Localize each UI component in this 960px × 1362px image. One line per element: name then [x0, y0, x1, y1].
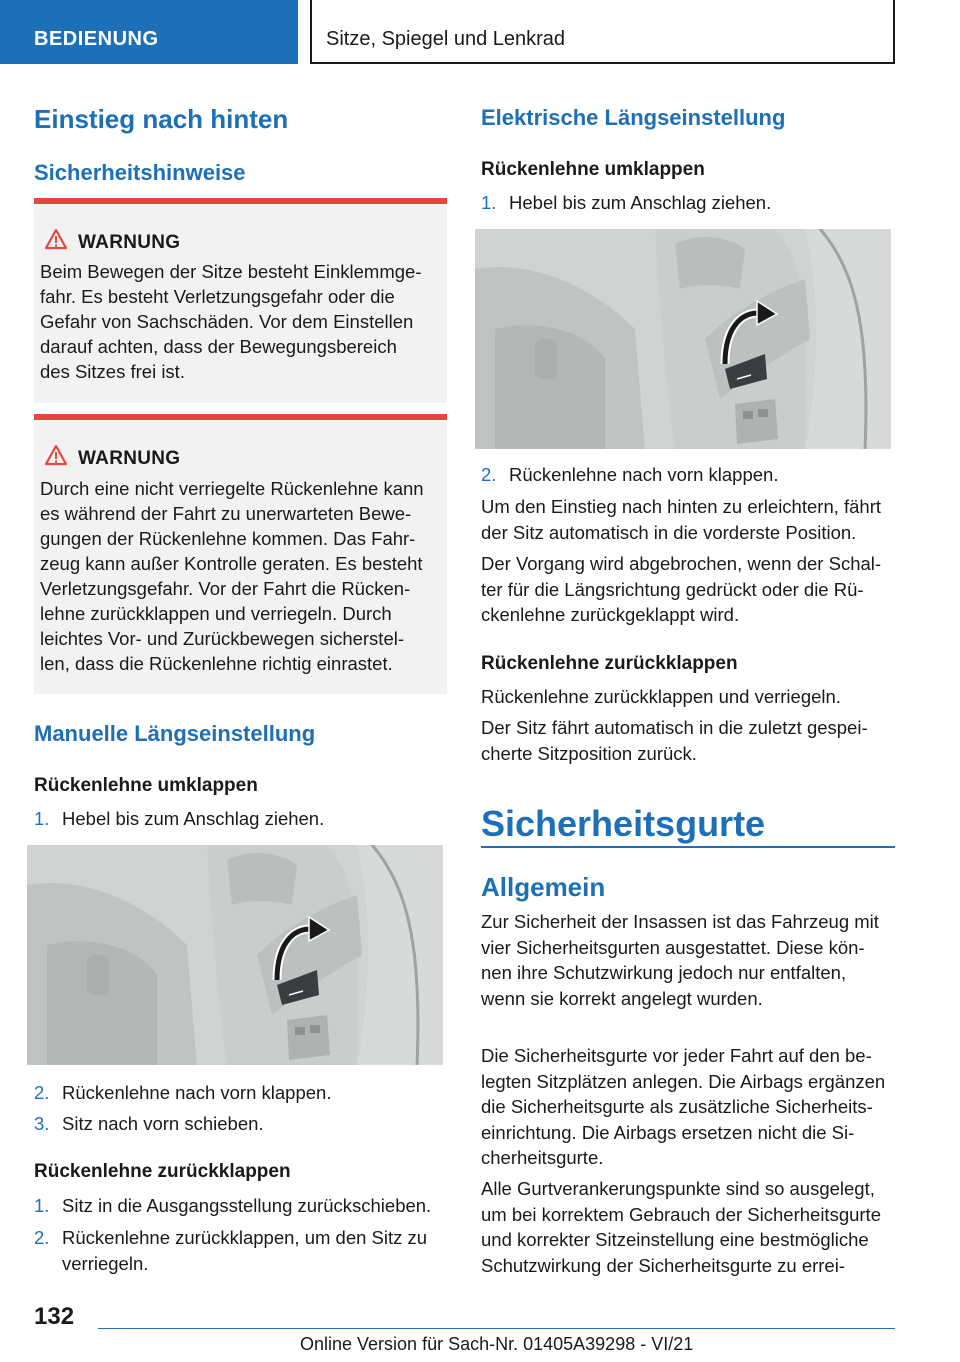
list-item: 1. Hebel bis zum Anschlag ziehen.	[481, 192, 772, 213]
heading-belts: Sicherheitsgurte	[481, 803, 766, 844]
paragraph: Um den Einstieg nach hinten zu erleichtern, fährt der Sitz automatisch in die vorderste Position.	[481, 496, 882, 543]
warning-title: WARNUNG	[78, 448, 181, 469]
list-item: 2. Rückenlehne nach vorn klappen.	[481, 464, 779, 485]
list-item: 3. Sitz nach vorn schieben.	[34, 1113, 264, 1134]
paragraph: Zur Sicherheit der Insassen ist das Fahrzeug mit vier Sicherheitsgurten ausgestattet. Diese kön- nen ihre Schutzwirkung jedoch nur entfalten, wenn sie korrekt angelegt wurden.	[481, 911, 879, 1009]
heading-general: Allgemein	[481, 872, 606, 902]
warning-triangle-icon	[44, 228, 68, 250]
warning-text: Durch eine nicht verriegelte Rückenlehne kann es während der Fahrt zu unerwarteten Bewe- gungen der Rückenlehne kommen. Das Fahr- zeug kann außer Kontrolle geraten. Es besteht Verletzungsgefahr. Vor der Fahrt die Rücken- lehne zurückklappen und verriegeln. Durch leichtes Vor- und Zurückbewegen sicherstel- len, dass die Rückenlehne richtig einrastet.	[40, 478, 424, 674]
subheading-fold: Rückenlehne umklappen	[34, 775, 258, 796]
subheading-back: Rückenlehne zurückklappen	[34, 1161, 291, 1182]
heading-electric: Elektrische Längseinstellung	[481, 105, 786, 130]
paragraph: Der Sitz fährt automatisch in die zuletzt gespei- cherte Sitzposition zurück.	[481, 717, 868, 764]
section-label: BEDIENUNG	[34, 28, 159, 50]
seat-illustration-svg	[27, 845, 443, 1065]
heading-manual: Manuelle Längseinstellung	[34, 721, 316, 746]
seat-lever-illustration	[475, 229, 891, 449]
list-item: 2. Rückenlehne zurückklappen, um den Sitz zu verriegeln.	[34, 1227, 428, 1274]
warning-box-2	[34, 414, 447, 694]
list-item: 2. Rückenlehne nach vorn klappen.	[34, 1082, 332, 1103]
paragraph: Der Vorgang wird abgebrochen, wenn der Schal- ter für die Längsrichtung gedrückt oder die Rü- ckenlehne zurückgeklappt wird.	[481, 553, 882, 625]
warning-text: Beim Bewegen der Sitze besteht Einklemmge- fahr. Es besteht Verletzungsgefahr oder die Gefahr von Sachschäden. Vor dem Einstellen darauf achten, dass der Bewegungsbereich des Sitzes frei ist.	[40, 261, 422, 382]
paragraph: Die Sicherheitsgurte vor jeder Fahrt auf den be- legten Sitzplätzen anlegen. Die Airbags ergänzen die Sicherheitsgurte als zusätzliche Sicherheits- einrichtung. Die Airbags ersetzen nicht die Si- cherheitsgurte.	[481, 1045, 886, 1168]
list-item: 1. Sitz in die Ausgangsstellung zurückschieben.	[34, 1195, 432, 1216]
warning-triangle-icon	[44, 444, 68, 466]
subheading-fold: Rückenlehne umklappen	[481, 159, 705, 180]
header-underline	[310, 62, 895, 64]
warning-title: WARNUNG	[78, 232, 181, 253]
footer-rule	[98, 1328, 895, 1329]
paragraph: Alle Gurtverankerungspunkte sind so ausgelegt, um bei korrektem Gebrauch der Sicherheitsgurte und korrekter Sitzeinstellung eine bestmögliche Schutzwirkung der Sicherheitsgurte zu errei-	[481, 1178, 881, 1276]
header-divider-right	[893, 0, 895, 64]
list-item: 1. Hebel bis zum Anschlag ziehen.	[34, 808, 325, 829]
seat-illustration-svg	[475, 229, 891, 449]
heading-einstieg: Einstieg nach hinten	[34, 104, 289, 134]
page-number: 132	[34, 1303, 75, 1330]
footer-text: Online Version für Sach-Nr. 01405A39298 - VI/21	[300, 1334, 694, 1354]
section-tab	[0, 0, 298, 64]
warning-box-1	[34, 198, 447, 403]
seat-lever-illustration	[27, 845, 443, 1065]
section-rule	[481, 846, 895, 848]
subheading-back: Rückenlehne zurückklappen	[481, 653, 738, 674]
heading-safety: Sicherheitshinweise	[34, 160, 246, 185]
chapter-title: Sitze, Spiegel und Lenkrad	[326, 28, 566, 50]
header-divider-left	[310, 0, 312, 64]
paragraph: Rückenlehne zurückklappen und verriegeln.	[481, 686, 841, 707]
